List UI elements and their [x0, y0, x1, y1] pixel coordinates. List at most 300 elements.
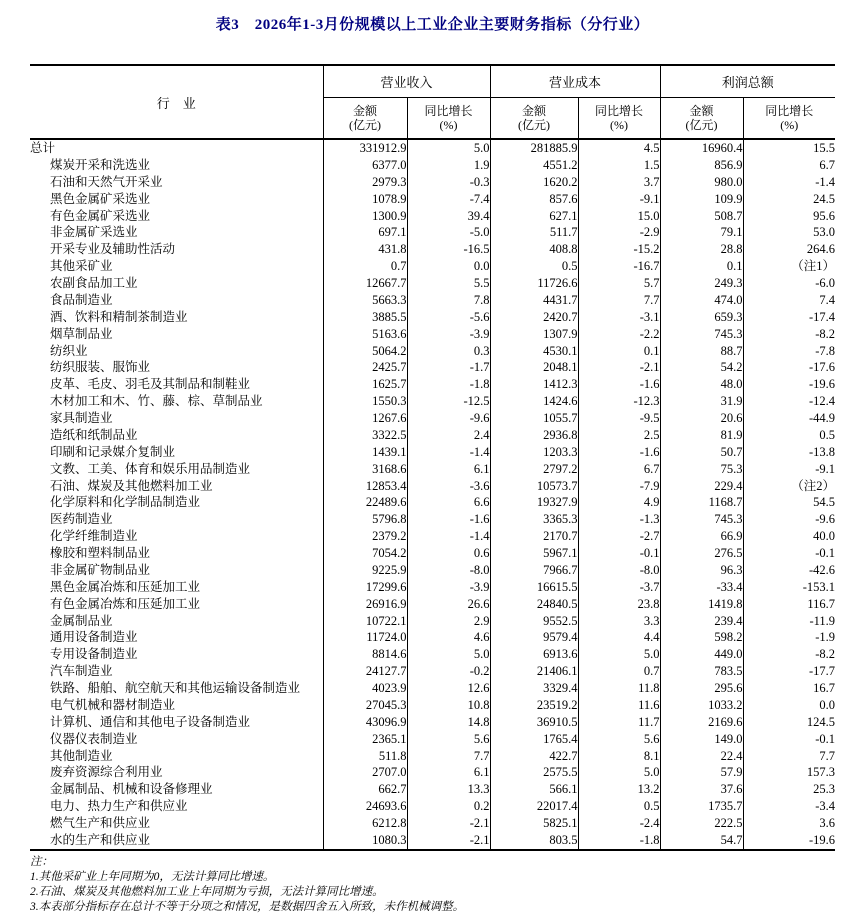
value-cell: 14.8	[407, 714, 490, 731]
value-cell: 1055.7	[490, 410, 578, 427]
value-cell: 4023.9	[323, 680, 407, 697]
column-header-industry: 行 业	[30, 65, 323, 139]
value-cell: 3322.5	[323, 427, 407, 444]
value-cell: 1424.6	[490, 393, 578, 410]
table-row	[30, 714, 835, 731]
industry-cell: 其他采矿业	[50, 259, 113, 274]
value-cell: -5.0	[407, 224, 490, 241]
value-cell: 3.7	[578, 174, 660, 191]
industry-cell: 电气机械和器材制造业	[50, 697, 176, 712]
subheader-revenue-growth	[407, 98, 490, 140]
value-cell: 803.5	[490, 832, 578, 850]
value-cell: -2.1	[407, 815, 490, 832]
value-cell: -2.9	[578, 224, 660, 241]
table-row	[30, 680, 835, 697]
value-cell: 1735.7	[660, 798, 743, 815]
subheader-profit-growth	[743, 98, 835, 140]
value-cell: 0.7	[578, 663, 660, 680]
value-cell: 21406.1	[490, 663, 578, 680]
value-cell: 229.4	[660, 478, 743, 495]
table-row	[30, 815, 835, 832]
industry-cell: 化学纤维制造业	[50, 529, 138, 544]
financial-indicators-table	[30, 64, 835, 851]
value-cell: -9.6	[743, 511, 835, 528]
value-cell: -1.8	[407, 376, 490, 393]
value-cell: -1.7	[407, 359, 490, 376]
value-cell: 264.6	[743, 241, 835, 258]
value-cell: 1550.3	[323, 393, 407, 410]
value-cell: 5064.2	[323, 343, 407, 360]
value-cell: 4530.1	[490, 343, 578, 360]
value-cell: -0.3	[407, 174, 490, 191]
value-cell: 12667.7	[323, 275, 407, 292]
value-cell: 2169.6	[660, 714, 743, 731]
value-cell: -17.6	[743, 359, 835, 376]
table-row	[30, 545, 835, 562]
value-cell: -1.4	[407, 444, 490, 461]
value-cell: 16.7	[743, 680, 835, 697]
table-row	[30, 191, 835, 208]
industry-cell: 文教、工美、体育和娱乐用品制造业	[50, 461, 251, 476]
industry-cell: 木材加工和木、竹、藤、棕、草制品业	[50, 394, 263, 409]
subheader-line: 同比增长	[765, 104, 814, 118]
value-cell: -9.5	[578, 410, 660, 427]
subheader-line: (亿元)	[685, 118, 718, 132]
value-cell: 16960.4	[660, 139, 743, 157]
value-cell: 566.1	[490, 781, 578, 798]
value-cell: （注2）	[743, 478, 835, 495]
value-cell: 0.5	[743, 427, 835, 444]
subheader-line: (%)	[610, 118, 629, 132]
industry-cell: 造纸和纸制品业	[50, 427, 138, 442]
value-cell: 2.4	[407, 427, 490, 444]
value-cell: 783.5	[660, 663, 743, 680]
value-cell: -16.7	[578, 258, 660, 275]
value-cell: 11724.0	[323, 629, 407, 646]
value-cell: 5825.1	[490, 815, 578, 832]
table-row	[30, 410, 835, 427]
value-cell: 249.3	[660, 275, 743, 292]
value-cell: 57.9	[660, 764, 743, 781]
value-cell: 3329.4	[490, 680, 578, 697]
industry-cell: 化学原料和化学制品制造业	[50, 495, 201, 510]
value-cell: -1.3	[578, 511, 660, 528]
value-cell: -1.6	[578, 444, 660, 461]
value-cell: 745.3	[660, 511, 743, 528]
value-cell: -8.2	[743, 326, 835, 343]
value-cell: 1.5	[578, 157, 660, 174]
notes-label: 注：	[30, 855, 53, 868]
value-cell: 7.4	[743, 292, 835, 309]
value-cell: -42.6	[743, 562, 835, 579]
value-cell: -3.4	[743, 798, 835, 815]
value-cell: 0.5	[490, 258, 578, 275]
subheader-line: 同比增长	[595, 104, 644, 118]
value-cell: -1.6	[407, 511, 490, 528]
industry-cell: 电力、热力生产和供应业	[50, 799, 188, 814]
value-cell: -9.6	[407, 410, 490, 427]
value-cell: 13.3	[407, 781, 490, 798]
value-cell: -7.4	[407, 191, 490, 208]
value-cell: 24127.7	[323, 663, 407, 680]
table-row	[30, 663, 835, 680]
value-cell: 9579.4	[490, 629, 578, 646]
value-cell: 3168.6	[323, 461, 407, 478]
industry-cell: 铁路、船舶、航空航天和其他运输设备制造业	[50, 681, 301, 695]
value-cell: 81.9	[660, 427, 743, 444]
value-cell: 7054.2	[323, 545, 407, 562]
table-row	[30, 343, 835, 360]
value-cell: 95.6	[743, 208, 835, 225]
industry-cell: 燃气生产和供应业	[50, 816, 151, 830]
value-cell: 7966.7	[490, 562, 578, 579]
value-cell: 11.6	[578, 697, 660, 714]
value-cell: 11.8	[578, 680, 660, 697]
value-cell: 1765.4	[490, 731, 578, 748]
industry-cell: 有色金属冶炼和压延加工业	[50, 596, 201, 611]
value-cell: 5.0	[407, 139, 490, 157]
value-cell: 96.3	[660, 562, 743, 579]
value-cell: -153.1	[743, 579, 835, 596]
value-cell: 474.0	[660, 292, 743, 309]
value-cell: -2.1	[407, 832, 490, 850]
value-cell: 295.6	[660, 680, 743, 697]
value-cell: 23.8	[578, 596, 660, 613]
value-cell: -2.7	[578, 528, 660, 545]
value-cell: 7.7	[407, 748, 490, 765]
value-cell: 10.8	[407, 697, 490, 714]
value-cell: 40.0	[743, 528, 835, 545]
value-cell: 222.5	[660, 815, 743, 832]
subheader-line: 金额	[689, 104, 714, 118]
industry-cell: 农副食品加工业	[50, 276, 138, 290]
value-cell: 508.7	[660, 208, 743, 225]
subheader-cost-growth	[578, 98, 660, 140]
value-cell: 697.1	[323, 224, 407, 241]
value-cell: 745.3	[660, 326, 743, 343]
value-cell: 2170.7	[490, 528, 578, 545]
table-row	[30, 444, 835, 461]
industry-cell: 总计	[30, 141, 56, 155]
value-cell: 980.0	[660, 174, 743, 191]
table-row	[30, 393, 835, 410]
industry-cell: 印刷和记录媒介复制业	[50, 444, 176, 459]
table-row	[30, 157, 835, 174]
value-cell: 6.1	[407, 461, 490, 478]
value-cell: 54.2	[660, 359, 743, 376]
table-row	[30, 494, 835, 511]
value-cell: 7.8	[407, 292, 490, 309]
value-cell: 1033.2	[660, 697, 743, 714]
value-cell: 0.6	[407, 545, 490, 562]
value-cell: -3.6	[407, 478, 490, 495]
value-cell: 4.6	[407, 629, 490, 646]
table-row	[30, 562, 835, 579]
value-cell: 0.5	[578, 798, 660, 815]
value-cell: 79.1	[660, 224, 743, 241]
value-cell: 149.0	[660, 731, 743, 748]
value-cell: 6.6	[407, 494, 490, 511]
value-cell: 1203.3	[490, 444, 578, 461]
value-cell: -33.4	[660, 579, 743, 596]
value-cell: 9225.9	[323, 562, 407, 579]
value-cell: 5.0	[578, 764, 660, 781]
value-cell: -2.4	[578, 815, 660, 832]
value-cell: 0.1	[578, 343, 660, 360]
value-cell: -19.6	[743, 832, 835, 850]
value-cell: 239.4	[660, 613, 743, 630]
value-cell: 1168.7	[660, 494, 743, 511]
value-cell: 16615.5	[490, 579, 578, 596]
value-cell: 2979.3	[323, 174, 407, 191]
value-cell: 0.2	[407, 798, 490, 815]
value-cell: -12.3	[578, 393, 660, 410]
table-row	[30, 528, 835, 545]
value-cell: -0.1	[743, 731, 835, 748]
value-cell: 22.4	[660, 748, 743, 765]
table-row	[30, 764, 835, 781]
value-cell: 24693.6	[323, 798, 407, 815]
value-cell: 2365.1	[323, 731, 407, 748]
note-item: 1.其他采矿业上年同期为0，无法计算同比增速。	[30, 870, 275, 883]
value-cell: 1267.6	[323, 410, 407, 427]
group-header-cost: 营业成本	[490, 65, 660, 98]
value-cell: 3365.3	[490, 511, 578, 528]
value-cell: 10573.7	[490, 478, 578, 495]
value-cell: 2425.7	[323, 359, 407, 376]
value-cell: 11.7	[578, 714, 660, 731]
value-cell: -9.1	[743, 461, 835, 478]
table-row	[30, 258, 835, 275]
value-cell: 281885.9	[490, 139, 578, 157]
value-cell: 2420.7	[490, 309, 578, 326]
value-cell: -0.2	[407, 663, 490, 680]
subheader-line: 金额	[352, 104, 377, 118]
table-row	[30, 275, 835, 292]
table-row	[30, 731, 835, 748]
value-cell: 5796.8	[323, 511, 407, 528]
value-cell: （注1）	[743, 258, 835, 275]
industry-cell: 汽车制造业	[50, 664, 113, 679]
value-cell: 5.5	[407, 275, 490, 292]
group-header-revenue: 营业收入	[323, 65, 490, 98]
value-cell: 856.9	[660, 157, 743, 174]
table-row	[30, 309, 835, 326]
value-cell: 5.0	[578, 646, 660, 663]
value-cell: 659.3	[660, 309, 743, 326]
industry-cell: 食品制造业	[50, 292, 113, 307]
industry-cell: 石油、煤炭及其他燃料加工业	[50, 478, 213, 493]
value-cell: 124.5	[743, 714, 835, 731]
value-cell: 13.2	[578, 781, 660, 798]
value-cell: 4.9	[578, 494, 660, 511]
subheader-revenue-amount	[323, 98, 407, 140]
table-row	[30, 359, 835, 376]
subheader-line: (%)	[439, 118, 458, 132]
industry-cell: 其他制造业	[50, 748, 113, 763]
value-cell: 0.3	[407, 343, 490, 360]
industry-cell: 专用设备制造业	[50, 647, 138, 662]
industry-cell: 酒、饮料和精制茶制造业	[50, 309, 188, 324]
value-cell: 2797.2	[490, 461, 578, 478]
value-cell: 7.7	[578, 292, 660, 309]
value-cell: 12853.4	[323, 478, 407, 495]
table-row	[30, 461, 835, 478]
value-cell: 408.8	[490, 241, 578, 258]
industry-cell: 家具制造业	[50, 411, 113, 425]
value-cell: 26.6	[407, 596, 490, 613]
value-cell: -1.8	[578, 832, 660, 850]
value-cell: 31.9	[660, 393, 743, 410]
value-cell: 157.3	[743, 764, 835, 781]
value-cell: 0.1	[660, 258, 743, 275]
value-cell: -16.5	[407, 241, 490, 258]
value-cell: 6913.6	[490, 646, 578, 663]
table-row	[30, 427, 835, 444]
table-row	[30, 208, 835, 225]
value-cell: 10722.1	[323, 613, 407, 630]
subheader-line: 同比增长	[424, 104, 473, 118]
value-cell: -2.2	[578, 326, 660, 343]
value-cell: 1300.9	[323, 208, 407, 225]
value-cell: 37.6	[660, 781, 743, 798]
value-cell: 4.4	[578, 629, 660, 646]
footnotes	[30, 855, 865, 915]
industry-cell: 黑色金属冶炼和压延加工业	[50, 579, 201, 594]
industry-cell: 皮革、毛皮、羽毛及其制品和制鞋业	[50, 377, 251, 392]
value-cell: -0.1	[578, 545, 660, 562]
value-cell: 1080.3	[323, 832, 407, 850]
table-row	[30, 798, 835, 815]
industry-cell: 通用设备制造业	[50, 630, 138, 645]
value-cell: 2707.0	[323, 764, 407, 781]
subheader-line: 金额	[522, 104, 547, 118]
industry-cell: 水的生产和供应业	[50, 832, 151, 847]
value-cell: 6377.0	[323, 157, 407, 174]
table-row	[30, 596, 835, 613]
value-cell: 6.1	[407, 764, 490, 781]
value-cell: 2936.8	[490, 427, 578, 444]
table-row	[30, 579, 835, 596]
value-cell: -44.9	[743, 410, 835, 427]
value-cell: 2575.5	[490, 764, 578, 781]
value-cell: 109.9	[660, 191, 743, 208]
table-row	[30, 478, 835, 495]
value-cell: -0.1	[743, 545, 835, 562]
industry-cell: 废弃资源综合利用业	[50, 765, 163, 780]
table-row	[30, 613, 835, 630]
value-cell: 5.6	[407, 731, 490, 748]
industry-cell: 石油和天然气开采业	[50, 174, 163, 189]
value-cell: -2.1	[578, 359, 660, 376]
value-cell: 116.7	[743, 596, 835, 613]
value-cell: 598.2	[660, 629, 743, 646]
value-cell: 22489.6	[323, 494, 407, 511]
value-cell: 511.7	[490, 224, 578, 241]
value-cell: 9552.5	[490, 613, 578, 630]
industry-cell: 有色金属矿采选业	[50, 208, 151, 223]
value-cell: 0.0	[743, 697, 835, 714]
value-cell: 1439.1	[323, 444, 407, 461]
value-cell: -11.9	[743, 613, 835, 630]
table-row	[30, 376, 835, 393]
table-row	[30, 748, 835, 765]
industry-cell: 纺织业	[50, 343, 88, 358]
note-item: 3.本表部分指标存在总计不等于分项之和情况，是数据四舍五入所致，未作机械调整。	[30, 900, 465, 913]
value-cell: -9.1	[578, 191, 660, 208]
value-cell: 1620.2	[490, 174, 578, 191]
value-cell: -17.4	[743, 309, 835, 326]
industry-cell: 计算机、通信和其他电子设备制造业	[50, 714, 251, 729]
value-cell: 12.6	[407, 680, 490, 697]
industry-cell: 开采专业及辅助性活动	[50, 242, 176, 257]
industry-cell: 橡胶和塑料制品业	[50, 546, 151, 560]
value-cell: 11726.6	[490, 275, 578, 292]
value-cell: 511.8	[323, 748, 407, 765]
value-cell: 23519.2	[490, 697, 578, 714]
value-cell: 5967.1	[490, 545, 578, 562]
value-cell: 88.7	[660, 343, 743, 360]
industry-cell: 仪器仪表制造业	[50, 731, 138, 746]
value-cell: 53.0	[743, 224, 835, 241]
industry-cell: 纺织服装、服饰业	[50, 360, 151, 375]
value-cell: 431.8	[323, 241, 407, 258]
value-cell: 8814.6	[323, 646, 407, 663]
value-cell: -7.9	[578, 478, 660, 495]
value-cell: 3.6	[743, 815, 835, 832]
value-cell: 54.7	[660, 832, 743, 850]
industry-cell: 医药制造业	[50, 512, 113, 527]
table-row	[30, 224, 835, 241]
value-cell: 4551.2	[490, 157, 578, 174]
table-row	[30, 629, 835, 646]
value-cell: 857.6	[490, 191, 578, 208]
value-cell: -19.6	[743, 376, 835, 393]
value-cell: 276.5	[660, 545, 743, 562]
value-cell: 50.7	[660, 444, 743, 461]
group-header-profit: 利润总额	[660, 65, 835, 98]
value-cell: 36910.5	[490, 714, 578, 731]
value-cell: 25.3	[743, 781, 835, 798]
value-cell: 1.9	[407, 157, 490, 174]
value-cell: 66.9	[660, 528, 743, 545]
value-cell: 43096.9	[323, 714, 407, 731]
value-cell: -8.0	[407, 562, 490, 579]
value-cell: 662.7	[323, 781, 407, 798]
industry-cell: 烟草制品业	[50, 326, 113, 341]
value-cell: 1078.9	[323, 191, 407, 208]
value-cell: 39.4	[407, 208, 490, 225]
value-cell: 28.8	[660, 241, 743, 258]
value-cell: 27045.3	[323, 697, 407, 714]
value-cell: 5.7	[578, 275, 660, 292]
value-cell: 3885.5	[323, 309, 407, 326]
value-cell: 7.7	[743, 748, 835, 765]
subheader-line: (亿元)	[518, 118, 551, 132]
table-row	[30, 174, 835, 191]
industry-cell: 黑色金属矿采选业	[50, 191, 151, 206]
table-row	[30, 646, 835, 663]
value-cell: -1.4	[407, 528, 490, 545]
value-cell: -15.2	[578, 241, 660, 258]
subheader-cost-amount	[490, 98, 578, 140]
value-cell: 0.7	[323, 258, 407, 275]
value-cell: 8.1	[578, 748, 660, 765]
table-body	[30, 139, 835, 850]
value-cell: 75.3	[660, 461, 743, 478]
value-cell: -1.9	[743, 629, 835, 646]
value-cell: 26916.9	[323, 596, 407, 613]
